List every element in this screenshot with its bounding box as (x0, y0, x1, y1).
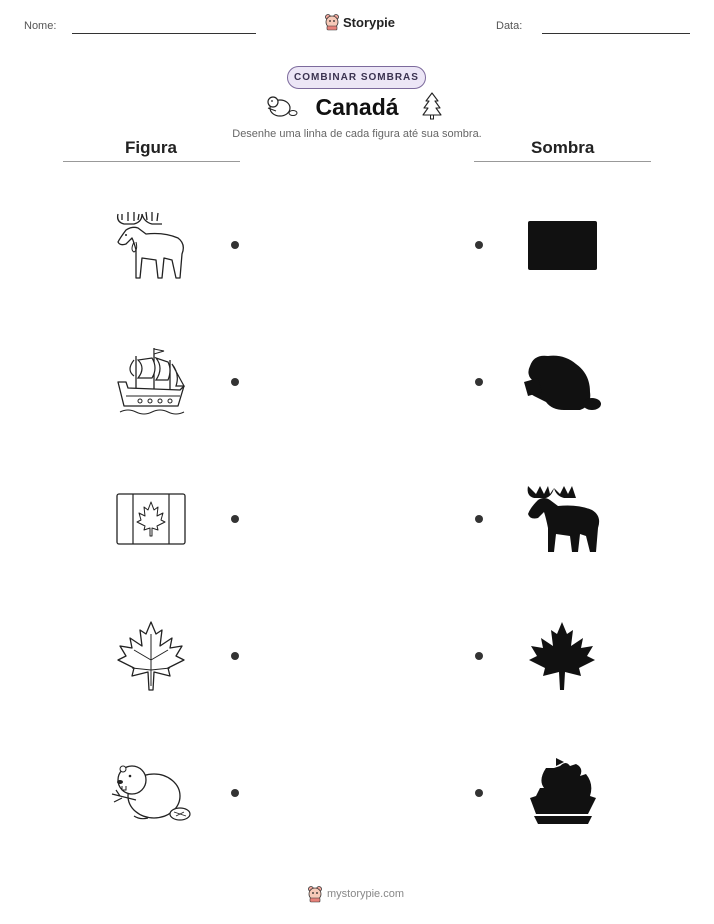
canada-flag-icon (115, 492, 187, 546)
beaver-icon (110, 760, 192, 824)
page-title: Canadá (315, 94, 399, 120)
figure-dot-2[interactable] (231, 378, 239, 386)
ship-shadow-icon (526, 756, 600, 828)
ship-icon (114, 346, 188, 418)
storypie-mascot-icon (324, 13, 340, 31)
date-label: Data: (496, 20, 523, 32)
name-label: Nome: (24, 20, 57, 32)
figure-dot-3[interactable] (231, 515, 239, 523)
moose-shadow-icon (524, 484, 602, 556)
brand-name: Storypie (343, 14, 396, 30)
brand-logo (324, 13, 395, 31)
storypie-mascot-icon (307, 885, 323, 903)
shadow-dot-3[interactable] (475, 515, 483, 523)
moose-icon (112, 208, 190, 282)
footer-url[interactable]: mystorypie.com (327, 888, 405, 900)
footer (307, 885, 404, 903)
column-title-sombra: Sombra (531, 138, 595, 157)
maple-leaf-icon (116, 620, 186, 692)
column-title-figura: Figura (125, 138, 177, 157)
shadow-dot-4[interactable] (475, 652, 483, 660)
flag-shadow-icon (527, 220, 598, 271)
activity-badge: COMBINAR SOMBRAS (287, 66, 426, 89)
column-divider-right (474, 161, 651, 162)
beaver-shadow-icon (524, 352, 602, 414)
date-line[interactable] (542, 33, 690, 34)
pine-tree-icon (421, 91, 443, 121)
shadow-dot-2[interactable] (475, 378, 483, 386)
figure-dot-4[interactable] (231, 652, 239, 660)
instructions: Desenhe uma linha de cada figura até sua sombra. (232, 128, 482, 140)
shadow-dot-5[interactable] (475, 789, 483, 797)
maple-leaf-shadow-icon (527, 620, 597, 692)
figure-dot-5[interactable] (231, 789, 239, 797)
shadow-dot-1[interactable] (475, 241, 483, 249)
column-divider-left (63, 161, 240, 162)
name-line[interactable] (72, 33, 256, 34)
figure-dot-1[interactable] (231, 241, 239, 249)
